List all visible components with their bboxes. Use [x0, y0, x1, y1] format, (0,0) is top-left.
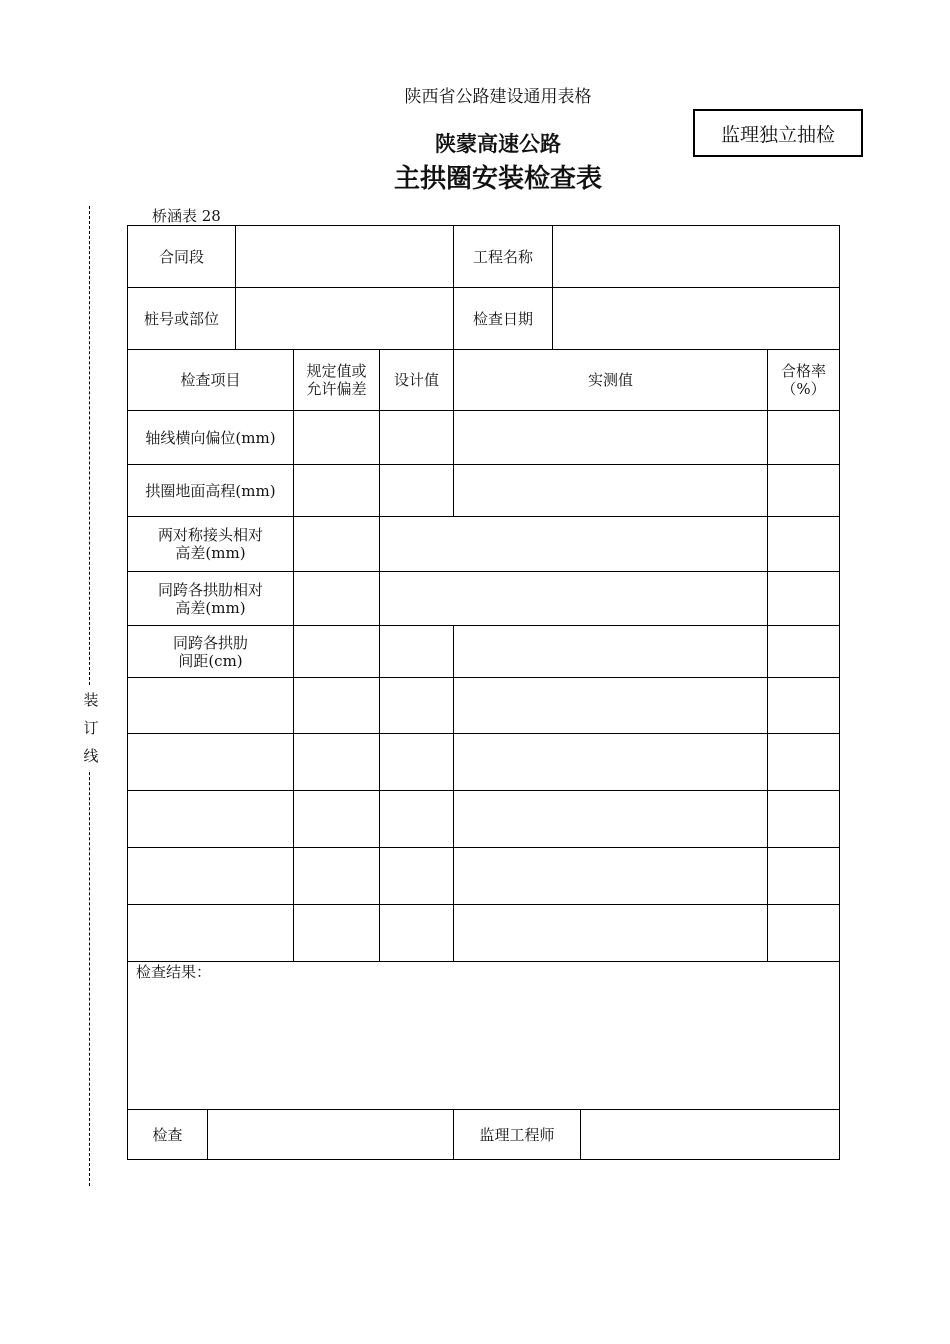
pass-rate-cell[interactable] — [767, 847, 840, 905]
design-cell[interactable] — [379, 790, 454, 848]
item-name: 同跨各拱肋间距(cm) — [127, 625, 294, 678]
item-name[interactable] — [127, 790, 294, 848]
inspection-date-field[interactable] — [552, 287, 840, 350]
header-pass-rate: 合格率（%） — [767, 349, 840, 411]
design-cell[interactable] — [379, 410, 454, 465]
item-name[interactable] — [127, 904, 294, 962]
header-design-value: 设计值 — [379, 349, 454, 411]
form-code: 桥涵表 28 — [152, 207, 221, 225]
tolerance-cell[interactable] — [293, 516, 380, 572]
station-field[interactable] — [235, 287, 454, 350]
measured-cell[interactable] — [453, 410, 768, 465]
design-cell[interactable] — [379, 625, 454, 678]
tolerance-cell[interactable] — [293, 571, 380, 626]
measured-cell-merged[interactable] — [379, 571, 768, 626]
pass-rate-cell[interactable] — [767, 790, 840, 848]
measured-cell[interactable] — [453, 464, 768, 517]
project-name-field[interactable] — [552, 225, 840, 288]
item-name[interactable] — [127, 733, 294, 791]
tolerance-cell[interactable] — [293, 625, 380, 678]
item-name: 轴线横向偏位(mm) — [127, 410, 294, 465]
pass-rate-cell[interactable] — [767, 571, 840, 626]
contract-section-label: 合同段 — [127, 225, 236, 288]
inspection-table — [127, 225, 840, 1160]
binding-label: 装订线 — [82, 686, 100, 770]
pass-rate-cell[interactable] — [767, 677, 840, 734]
supervision-stamp: 监理独立抽检 — [693, 109, 863, 157]
tolerance-cell[interactable] — [293, 790, 380, 848]
design-cell[interactable] — [379, 733, 454, 791]
pass-rate-cell[interactable] — [767, 410, 840, 465]
inspection-date-label: 检查日期 — [453, 287, 553, 350]
checker-label: 检查 — [127, 1109, 208, 1160]
form-title: 主拱圈安装检查表 — [393, 164, 602, 194]
header-measured-values: 实测值 — [453, 349, 768, 411]
pass-rate-cell[interactable] — [767, 516, 840, 572]
pass-rate-cell[interactable] — [767, 733, 840, 791]
design-cell[interactable] — [379, 847, 454, 905]
measured-cell[interactable] — [453, 904, 768, 962]
form-series-subtitle: 陕西省公路建设通用表格 — [404, 87, 592, 107]
header-item: 检查项目 — [127, 349, 294, 411]
measured-cell-merged[interactable] — [379, 516, 768, 572]
checker-signature-field[interactable] — [207, 1109, 454, 1160]
item-name[interactable] — [127, 847, 294, 905]
pass-rate-cell[interactable] — [767, 625, 840, 678]
contract-section-field[interactable] — [235, 225, 454, 288]
item-name: 同跨各拱肋相对高差(mm) — [127, 571, 294, 626]
design-cell[interactable] — [379, 904, 454, 962]
tolerance-cell[interactable] — [293, 847, 380, 905]
pass-rate-cell[interactable] — [767, 464, 840, 517]
tolerance-cell[interactable] — [293, 464, 380, 517]
pass-rate-cell[interactable] — [767, 904, 840, 962]
supervisor-signature-field[interactable] — [580, 1109, 840, 1160]
measured-cell[interactable] — [453, 733, 768, 791]
tolerance-cell[interactable] — [293, 904, 380, 962]
measured-cell[interactable] — [453, 677, 768, 734]
item-name: 拱圈地面高程(mm) — [127, 464, 294, 517]
header-tolerance: 规定值或允许偏差 — [293, 349, 380, 411]
item-name[interactable] — [127, 677, 294, 734]
tolerance-cell[interactable] — [293, 677, 380, 734]
measured-cell[interactable] — [453, 625, 768, 678]
project-name-label: 工程名称 — [453, 225, 553, 288]
design-cell[interactable] — [379, 677, 454, 734]
inspection-result-label: 检查结果： — [136, 963, 212, 981]
measured-cell[interactable] — [453, 790, 768, 848]
station-label: 桩号或部位 — [127, 287, 236, 350]
item-name: 两对称接头相对高差(mm) — [127, 516, 294, 572]
inspection-result-area[interactable] — [127, 961, 840, 1110]
tolerance-cell[interactable] — [293, 733, 380, 791]
project-title: 陕蒙高速公路 — [435, 132, 561, 156]
design-cell[interactable] — [379, 464, 454, 517]
measured-cell[interactable] — [453, 847, 768, 905]
supervisor-label: 监理工程师 — [453, 1109, 581, 1160]
tolerance-cell[interactable] — [293, 410, 380, 465]
